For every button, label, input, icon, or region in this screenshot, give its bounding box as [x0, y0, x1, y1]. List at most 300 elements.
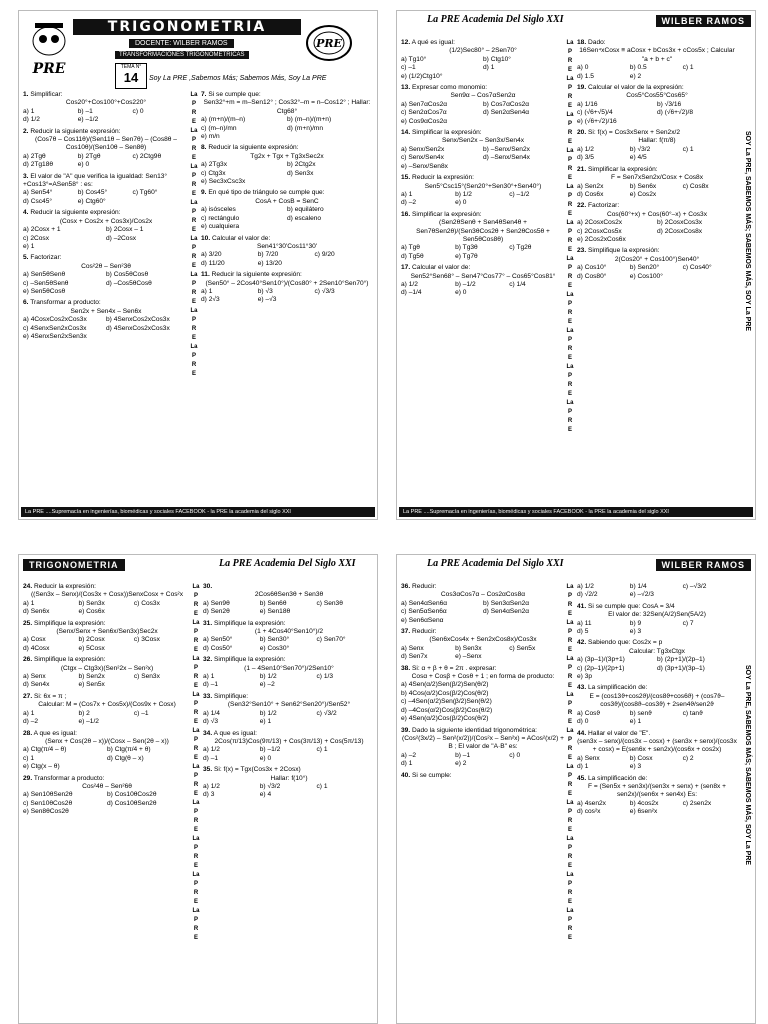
exercise [23, 775, 191, 817]
exercise-prompt: Simplificar la expresión: [412, 210, 482, 218]
answer-options [577, 800, 737, 817]
side-slogan: SOY La PRE, SABEMOS MÁS; SABEMOS MÁS, SOY La PRE [744, 665, 751, 866]
brand-title: La PRE Academia Del Siglo XXI [427, 14, 564, 25]
exercise-expression: Sen52°Sen68° – Sen47°Cos77° – Cos65°Cos81° [410, 272, 556, 280]
answer-option: d) 4Cosx [23, 644, 50, 652]
answer-option: e) Sen5x [78, 681, 105, 689]
exercise-number: 45. [577, 774, 587, 782]
exercise-prompt: Si se cumple: [412, 771, 452, 779]
exercise-number: 14. [401, 129, 411, 137]
answer-option: c) 1 [682, 145, 694, 153]
answer-option: e) 1 [23, 242, 35, 250]
answer-option: c) Sen5x [509, 644, 536, 652]
answer-option: e) 4Sen(α/2)Cos(β/2)Cos(θ/2) [401, 715, 489, 723]
exercise-expression: (Cosx + Cos2x + Cos3x)/Cos2x [59, 217, 153, 225]
exercise-expression: (Senx + Cos(2θ – x))/(Cosx – Sen(2θ – x)) [45, 737, 169, 745]
answer-option: b) (m–n)/(m+n) [287, 116, 332, 124]
answer-option: a) 1 [401, 190, 413, 198]
answer-options [401, 281, 565, 298]
answer-option: e) –1/2 [78, 718, 99, 726]
exercise [203, 693, 375, 727]
answer-option: c) –1 [401, 64, 416, 72]
answer-option: d) Sen4x [23, 681, 50, 689]
page4-left-column [401, 583, 565, 783]
answer-options [23, 710, 191, 727]
exercise-number: 5. [23, 254, 29, 262]
answer-option: a) 1 [201, 287, 213, 295]
answer-option: e) Cos6x [78, 608, 105, 616]
exercise [23, 173, 189, 207]
exercise-number: 26. [23, 656, 33, 664]
answer-option: e) 1 [259, 718, 272, 726]
answer-option: d) cos²x [577, 808, 601, 816]
answer-options [201, 288, 373, 305]
page4-right-column [577, 583, 737, 820]
tema-box [115, 63, 147, 89]
exercise-prompt: Reducir la siguiente expresión: [30, 127, 121, 135]
answer-option: b) 7/20 [257, 251, 279, 259]
exercise-expression: ((Sen3x – Senx)/(Cos3x + Cosx))SenxCosx + Cos²x [30, 591, 184, 599]
answer-options [23, 636, 191, 653]
exercise-expression: Calcular: M = (Cos7x + Cos5x)/(Cos9x + Cosx) [38, 701, 176, 709]
answer-option: b) √3/2 [259, 782, 281, 790]
answer-options [401, 681, 565, 723]
answer-option: a) Sen2x [577, 182, 604, 190]
answer-option: e) 1 [629, 718, 642, 726]
answer-option: a) Senx/Sen2x [401, 145, 445, 153]
answer-option: a) 1/2 [203, 746, 220, 754]
answer-options [201, 161, 373, 186]
exercise-expression: Tg2x + Tgx + Tg3xSec2x [250, 152, 324, 160]
answer-option: e) Sen6αSenα [401, 616, 444, 624]
answer-option: a) 4CosxCos2xCos3x [23, 316, 87, 324]
answer-option: a) Sen9θ [203, 599, 230, 607]
exercise-number: 39. [401, 726, 411, 734]
exercise-expression: E = (cos13ϑ+cos2ϑ)/(cos8ϑ+cos6ϑ) + (cos7ϑ–cos3ϑ)/(cos8ϑ–cos3ϑ) + 2sen4ϑ/sen2ϑ [589, 692, 725, 709]
exercise [577, 39, 737, 81]
answer-option: a) Sen7αCos2α [401, 100, 448, 108]
exercise [401, 583, 565, 625]
exercise-number: 13. [401, 84, 411, 92]
side-mark: La P R E La P R E La P R E La P R E La P R E La P R E La P R E La P R E La P R E La P R E [192, 584, 200, 941]
exercise-number: 27. [23, 692, 33, 700]
exercise-prompt: Reducir la siguiente expresión: [30, 209, 121, 217]
tema-label: TEMA N° [120, 64, 142, 70]
exercise [23, 583, 191, 617]
exercise [201, 91, 373, 141]
answer-options [203, 746, 375, 763]
answer-option: d) Cos10θSen2θ [107, 799, 157, 807]
answer-option: d) Sen3x [287, 169, 314, 177]
answer-option: b) Sen3αSen2α [483, 599, 530, 607]
answer-option: b) Sen30° [259, 636, 290, 644]
answer-option: e) 6sen²x [629, 808, 658, 816]
exercise-number: 1. [23, 91, 29, 98]
answer-option: b) Cos5θCosθ [106, 271, 149, 279]
exercise [401, 665, 565, 724]
exercise-expression: 2Cos(π/13)Cos(9π/13) + Cos(3π/13) + Cos(5π/13) [214, 737, 364, 745]
answer-option: d) –2 [401, 199, 417, 207]
exercise-expression: El valor de: 32Sen(A/2)Sen(5A/2) [608, 611, 706, 619]
answer-option: a) 1/2 [577, 145, 594, 153]
answer-option: c) 0 [509, 751, 521, 759]
exercise [23, 209, 189, 251]
answer-option: b) –1/2 [259, 746, 281, 754]
answer-option: e) 0 [259, 754, 272, 762]
answer-option: c) 2 [682, 754, 694, 762]
exercise [401, 84, 565, 126]
exercise [577, 247, 737, 281]
author-banner: WILBER RAMOS [656, 559, 752, 571]
exercise-number: 2. [23, 127, 29, 135]
exercise-prompt: A que es igual: [213, 729, 257, 737]
exercise-expression: Sen5°Csc15°(Sen20°+Sen30°+Sen40°) [424, 182, 542, 190]
exercise-number: 44. [577, 729, 587, 737]
answer-option: b) Sen6x [629, 182, 657, 190]
exercise [201, 189, 373, 231]
exercise-expression: Calcular: Tg3xCtgx [629, 647, 685, 655]
academy-seal-icon [305, 23, 353, 63]
exercise-expression: Cos(60°+x) + Cos(60°–x) + Cos3x [606, 210, 707, 218]
answer-option: e) Tg7θ [455, 252, 478, 260]
exercise-prompt: Simplificar: [30, 91, 63, 98]
answer-option: d) 2√3 [201, 296, 220, 304]
exercise-expression: F = (Sen5x + sen3x)/(sen3x + senx) + (sen8x + sen2x)/(sen6x + sen4x) Es: [588, 782, 726, 799]
exercise-prompt: A que es igual: [33, 729, 77, 737]
exercise-expression: Cos²4θ – Sen²6θ [82, 782, 132, 790]
exercise [23, 299, 189, 341]
page3-right-column [203, 583, 375, 803]
answer-option: d) –4Cos(α/2)Cos(β/2)Cos(θ/2) [401, 706, 493, 714]
exercise-expression: (Cos7θ – Cos11θ)/(Sen11θ – Sen7θ) – (Cos8θ – Cos10θ)/(Sen10θ – Sen8θ) [35, 136, 177, 152]
answer-option: d) 3/5 [577, 154, 594, 162]
exercise-prompt: Simplifique la expresión: [214, 619, 286, 627]
answer-option: e) Sen5θCosθ [23, 287, 66, 295]
exercise-number: 30. [203, 583, 213, 590]
answer-option: a) 2Cosx + 1 [23, 226, 61, 234]
exercise-expression: (Cos²(3x/2) – Sen²(x/2))/(Cos²x – Sen²x) = ACos²(x/2) + B ; El valor de "A·B" es: [402, 734, 564, 751]
exercise-prompt: Reducir la expresión: [34, 583, 96, 590]
side-mark: La P R E La P R E La P R E La P R E La P R E La P R E La P R E La P R E La P R E La P R E [566, 584, 574, 941]
exercise-prompt: Sabiendo que: Cos2x = p [588, 639, 663, 647]
exercise [23, 254, 189, 296]
exercise [401, 727, 565, 769]
exercise-expression: Sen2x + Sen4x – Sen6x [70, 307, 142, 315]
answer-option: b) 1/2 [259, 709, 277, 717]
exercise-prompt: Si: f(x) = Tgx(Cos3x + 2Cosx) [214, 766, 301, 774]
answer-options [23, 316, 189, 341]
answer-options [577, 219, 737, 244]
answer-option: a) Sen5θSenθ [23, 271, 66, 279]
answer-option: d) –1 [203, 754, 219, 762]
exercise-expression: 16Sen⁴xCosx ≡ aCosx + bCos3x + cCos5x ; Calcular "a + b + c" [579, 47, 735, 63]
brand-title: La PRE Academia Del Siglo XXI [219, 558, 356, 569]
answer-option: d) Csc45° [23, 197, 53, 205]
answer-option: b) Ctg10° [483, 55, 511, 63]
answer-option: a) 1/2 [577, 583, 594, 590]
answer-option: d) –1 [203, 681, 219, 689]
exercise [23, 730, 191, 772]
answer-option: a) Senx [401, 644, 424, 652]
answer-option: a) 4Sen(α/2)Sen(β/2)Sen(θ/2) [401, 681, 489, 689]
answer-option: e) –√3 [257, 296, 277, 304]
exercise-prompt: Reducir la siguiente expresión: [208, 144, 299, 152]
answer-option: e) cualquiera [201, 223, 240, 231]
answer-option: d) (√6+√2)/8 [657, 109, 694, 117]
answer-options [23, 189, 189, 206]
answer-option: c) Sen70° [316, 636, 346, 644]
answer-options [577, 64, 737, 81]
answer-option: c) Sen10θCos2θ [23, 799, 73, 807]
answer-options [577, 755, 737, 772]
answer-option: d) 1 [577, 763, 589, 771]
answer-option: e) –Senx [455, 653, 482, 661]
exercise-expression: Cos²2θ – Sen²3θ [81, 262, 131, 270]
answer-option: d) Cos50° [203, 644, 233, 652]
answer-option: b) Cos45° [77, 189, 108, 197]
exercise-prompt: Si: f(x) = Cos3xSenx + Sen2x/2 [588, 129, 681, 137]
exercise-prompt: Simplifique la expresión: [214, 656, 286, 664]
answer-option: a) 3/20 [201, 251, 222, 259]
page2-left-column [401, 39, 565, 301]
answer-option: a) 1/2 [401, 280, 418, 288]
answer-option: d) –1/4 [401, 289, 422, 297]
answer-option: d) (m+n)/mn [287, 124, 324, 132]
exercise-number: 31. [203, 619, 213, 627]
answer-option: e) Cos30° [259, 644, 290, 652]
answer-option: b) 2Tgθ [77, 152, 101, 160]
answer-option: b) Cosx [629, 754, 653, 762]
exercise-number: 35. [203, 766, 213, 774]
answer-options [23, 271, 189, 296]
mascot-logo-icon [25, 19, 73, 79]
answer-option: d) –2 [23, 718, 39, 726]
exercise-prompt: Simplifique la expresión: [34, 619, 106, 627]
exercise-prompt: Reducir la expresión: [412, 174, 474, 182]
exercise-number: 28. [23, 729, 33, 737]
page-header [19, 555, 377, 573]
exercise-number: 8. [201, 144, 207, 152]
answer-options [577, 183, 737, 200]
exercise [23, 656, 191, 690]
exercise-expression: Sen41°30'Cos11°30' [256, 242, 318, 250]
answer-option: b) Sen2x [78, 673, 105, 681]
exercise-expression: Sen9α – Cos7αSen2α [450, 92, 516, 100]
answer-option: a) –2 [401, 751, 417, 759]
exercise-prompt: Simplifique la expresión: [588, 247, 660, 255]
answer-option: d) Sen7x [401, 653, 428, 661]
answer-option: c) rectángulo [201, 214, 240, 222]
exercise-prompt: Expresar como monomio: [412, 84, 488, 92]
answer-option: c) Tg60° [132, 189, 158, 197]
svg-text:PRE: PRE [32, 61, 66, 77]
exercise-expression: Hallar: f(10°) [270, 774, 308, 782]
exercise-expression: CosA + CosB = SenC [255, 197, 319, 205]
page1-left-column [23, 91, 189, 344]
answer-options [203, 636, 375, 653]
answer-option: b) 2 [78, 709, 90, 717]
answer-option: e) Cos100° [629, 272, 663, 280]
answer-option: c) Tg2θ [509, 244, 532, 252]
answer-option: d) (3p+1)/(3p–1) [657, 664, 705, 672]
answer-option: d) 4SenxCos2xCos3x [106, 324, 170, 332]
answer-option: a) Cosx [23, 636, 46, 644]
answer-option: e) 0 [455, 199, 467, 207]
exercise-prompt: Si: α + β + θ = 2π . expresar: [412, 664, 497, 672]
answer-option: a) Ctg(π/4 – θ) [23, 746, 67, 754]
answer-option: d) Tg5θ [401, 252, 424, 260]
answer-option: a) 2Tgθ [23, 152, 46, 160]
answer-option: c) –1/2 [509, 190, 530, 198]
answer-options [577, 264, 737, 281]
exercise-number: 32. [203, 656, 213, 664]
answer-options [23, 153, 189, 170]
answer-option: a) 1 [203, 673, 215, 681]
answer-option: d) 1 [483, 64, 495, 72]
answer-option: c) 1 [682, 64, 694, 72]
exercise-number: 4. [23, 209, 29, 217]
answer-option: b) senϑ [629, 709, 652, 717]
answer-option: c) –4Sen(α/2)Sen(β/2)Sen(θ/2) [401, 698, 492, 706]
exercise [401, 264, 565, 298]
exercise-number: 42. [577, 639, 587, 647]
exercise-number: 34. [203, 729, 213, 737]
answer-option: d) Sen6x [23, 608, 50, 616]
exercise-prompt: Simplificar la expresión: [412, 129, 482, 137]
teacher-label: DOCENTE: WILBER RAMOS [129, 39, 234, 48]
answer-options [577, 146, 737, 163]
exercise-number: 6. [23, 299, 29, 307]
answer-option: e) (√6+√2)/16 [577, 117, 617, 125]
answer-option: e) 4/5 [629, 154, 647, 162]
answer-option: b) √3 [257, 287, 273, 295]
answer-option: c) 4SenxSen2xCos3x [23, 324, 87, 332]
answer-option: d) –2Cosx [106, 234, 137, 242]
exercise-expression: (sen3x – senx)/(cos3x – cosx) + (sen3x + senx)/(cos3x + cosx) = E(sen6x + sen2x)/(cos6x + cos2x) [577, 737, 737, 754]
answer-option: a) 2CosxCos2x [577, 219, 623, 227]
answer-option: e) (1/2)Ctg10° [401, 72, 443, 80]
answer-option: d) Cos80° [577, 272, 607, 280]
page-2 [396, 10, 756, 520]
answer-option: c) Sen5αSen6α [401, 608, 447, 616]
exercise-expression: (1 – 4Sen10°Sen70°)/2Sen10° [244, 664, 334, 672]
exercise-number: 43. [577, 684, 587, 692]
answer-option: e) 5Cosx [78, 644, 105, 652]
exercise-expression: (Sen6xCos4x + Sen2xCos8x)/Cos3x [429, 636, 537, 644]
exercise-number: 21. [577, 165, 587, 173]
answer-option: c) 3Cosx [133, 636, 160, 644]
svg-text:PRE: PRE [316, 37, 342, 50]
answer-option: b) 0.5 [629, 64, 647, 72]
exercise-number: 10. [201, 234, 211, 242]
exercise-number: 33. [203, 692, 213, 700]
exercise-prompt: Si se cumple que: [208, 91, 261, 98]
answer-option: a) Senx [577, 754, 600, 762]
exercise [201, 235, 373, 269]
exercise [203, 583, 375, 617]
answer-option: a) 1/16 [577, 100, 598, 108]
exercise [577, 639, 737, 681]
answer-options [577, 656, 737, 681]
exercise-expression: (Sen2θSenθ + Sen4θSen4θ + Sen7θSen2θ)/(Sen3θCos2θ + Sen2θCos5θ + Sen5θCos8θ) [416, 219, 550, 243]
answer-option: c) Ctg3x [201, 169, 226, 177]
exercise-prompt: Transformar a producto: [30, 299, 101, 307]
side-mark: La P R E La P R E La P R E La P R E La P R E La P R E La P R E La P R E [190, 92, 198, 377]
exercise [203, 730, 375, 764]
answer-option: a) 4sen2x [577, 799, 606, 807]
exercise [577, 129, 737, 163]
exercise-prompt: Dado: [588, 39, 606, 46]
answer-option: b) –1/2 [455, 280, 476, 288]
exercise [401, 129, 565, 171]
answer-option: d) Ctg(θ – x) [107, 754, 144, 762]
answer-option: d) 1/2 [23, 116, 40, 124]
answer-option: e) 2 [455, 760, 467, 768]
answer-option: a) Cosϑ [577, 709, 601, 717]
answer-option: c) (2p–1)/(2p+1) [577, 664, 625, 672]
answer-option: d) 2CosxCos8x [657, 227, 703, 235]
side-mark: La P R E La P R E La P R E La P R E La P R E La P R E La P R E La P R E La P R E La P R E La P R E [566, 40, 574, 433]
page-1 [18, 10, 378, 520]
answer-option: e) 2 [629, 72, 642, 80]
exercise [577, 166, 737, 200]
exercise-number: 9. [201, 189, 207, 197]
exercise-prompt: Reducir la siguiente expresión: [211, 271, 302, 279]
exercise [203, 620, 375, 654]
answer-option: e) Sec3xCsc3x [201, 178, 246, 186]
exercise-prompt: Simplifique: [214, 692, 249, 700]
exercise [577, 684, 737, 726]
answer-option: e) Ctg60° [77, 197, 106, 205]
exercise-expression: 2Cos6θSen3θ + Sen3θ [254, 591, 324, 599]
answer-options [401, 600, 565, 625]
answer-option: b) 2Cosx [78, 636, 105, 644]
answer-option: a) Sen54° [23, 189, 53, 197]
answer-option: a) Tg10° [401, 55, 427, 63]
exercise-number: 7. [201, 91, 207, 98]
answer-option: d) √3 [203, 718, 218, 726]
exercise-expression: Hallar: f(π/8) [638, 137, 676, 145]
answer-option: b) Sen3x [455, 644, 482, 652]
answer-option: e) 4 [259, 791, 272, 799]
slogan: Soy La PRE ,Sabemos Más; Sabemos Más, Soy La PRE [149, 75, 327, 82]
answer-option: c) Sen3x [133, 673, 160, 681]
page-footer: La PRE ....Supremacía en ingenierías, biomédicas y sociales FACEBOOK - la PRE la academia del siglo XXI [399, 507, 753, 517]
answer-option: a) Cos10° [577, 264, 607, 272]
answer-option: c) –Sen5θSenθ [23, 279, 69, 287]
answer-option: a) Tgθ [401, 244, 420, 252]
answer-option: b) Sen20° [629, 264, 660, 272]
page3-left-column [23, 583, 191, 820]
answer-option: d) 1.5 [577, 72, 594, 80]
author-banner: WILBER RAMOS [656, 15, 752, 27]
answer-option: b) 2Ctg2x [287, 161, 316, 169]
answer-option: a) 1/2 [203, 782, 220, 790]
answer-option: b) 2Cosx – 1 [106, 226, 144, 234]
answer-option: b) 1/4 [629, 583, 647, 590]
answer-option: e) –Senx/Sen8x [401, 162, 448, 170]
answer-option: b) Cos10θCos2θ [107, 791, 157, 799]
answer-option: a) isósceles [201, 206, 236, 214]
answer-option: c) –1 [133, 709, 149, 717]
exercise-number: 17. [401, 264, 411, 272]
exercise-number: 15. [401, 174, 411, 182]
exercise-number: 18. [577, 39, 587, 46]
answer-option: e) –2 [259, 681, 275, 689]
exercise-prompt: Simplifique la expresión: [34, 656, 106, 664]
exercise-number: 16. [401, 210, 411, 218]
exercise-prompt: Reducir: [412, 628, 437, 636]
